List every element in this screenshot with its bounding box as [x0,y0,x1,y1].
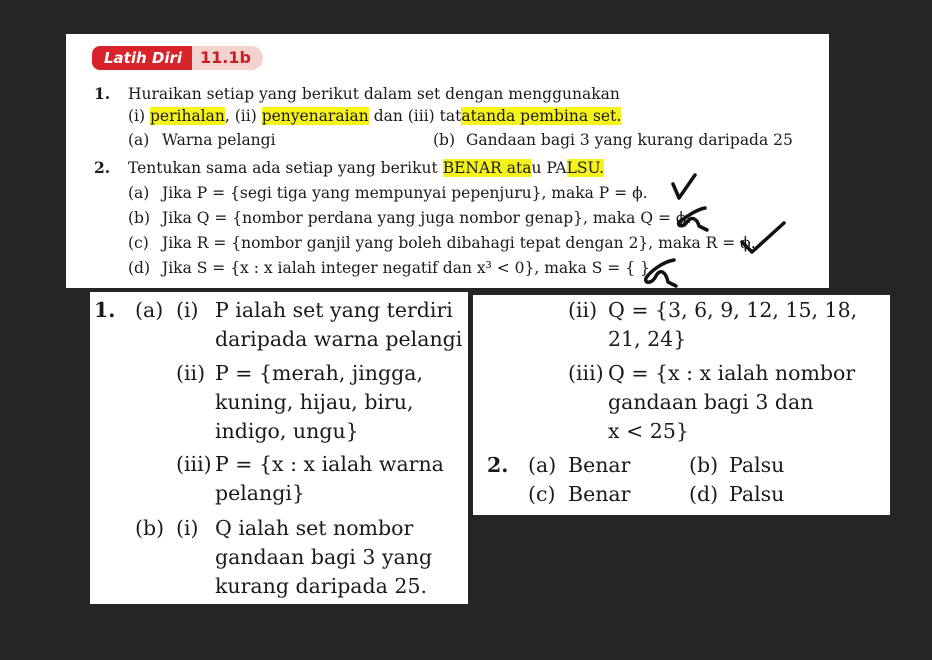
ans-b-label: (b) [135,516,165,540]
q1-methods: (i) perihalan, (ii) penyenaraian dan (iii) tatatanda pembina set. [128,107,622,125]
q2-a-text: Jika P = {segi tiga yang mempunyai pepenjuru}, maka P = ϕ. [162,184,648,202]
ans-b-iii-line3: x < 25} [608,419,689,443]
ans-q2-a-value: Benar [568,453,631,477]
ans-b-i-line2: gandaan bagi 3 yang [215,545,433,569]
ans-b-i-line3: kurang daripada 25. [215,574,427,598]
handwritten-cross-icon [640,254,680,288]
q2-b-text: Jika Q = {nombor perdana yang juga nombor genap}, maka Q = ϕ. [162,209,692,227]
handwritten-tick-icon [669,172,699,202]
ans-q2-c-label: (c) [528,482,556,506]
answers-left-panel [90,292,468,604]
ans-q2-a-label: (a) [528,453,557,477]
ans-q2-b-value: Palsu [729,453,785,477]
q2-number: 2. [94,158,111,177]
q1-b-text: Gandaan bagi 3 yang kurang daripada 25 [466,131,793,149]
ans-a-i-label: (i) [176,298,199,322]
ans-q2-d-value: Palsu [729,482,785,506]
ans-q1-number: 1. [94,298,116,322]
q2-c-text: Jika R = {nombor ganjil yang boleh dibahagi tepat dengan 2}, maka R = ϕ. [162,234,756,252]
ans-a-iii-line2: pelangi} [215,481,305,505]
handwritten-cross-icon [675,204,711,232]
ans-q2-b-label: (b) [689,453,719,477]
ans-a-i-line1: P ialah set yang terdiri [215,298,453,322]
ans-a-i-line2: daripada warna pelangi [215,327,463,351]
ans-a-iii-line1: P = {x : x ialah warna [215,452,444,476]
ans-a-iii-label: (iii) [176,452,212,476]
badge-title: Latih Diri [92,46,192,70]
ans-a-ii-line2: kuning, hijau, biru, [215,390,414,414]
ans-q2-number: 2. [487,453,509,477]
highlight-penyenaraian: penyenaraian [261,107,369,125]
latih-diri-badge [92,46,263,70]
q2-d-text: Jika S = {x : x ialah integer negatif dan x³ < 0}, maka S = { }. [162,259,655,277]
ans-b-iii-line1: Q = {x : x ialah nombor [608,361,856,385]
ans-b-i-label: (i) [176,516,199,540]
q2-c-label: (c) [128,234,149,252]
ans-q2-c-value: Benar [568,482,631,506]
ans-b-ii-line1: Q = {3, 6, 9, 12, 15, 18, [608,298,858,322]
highlight-perihalan: perihalan [150,107,225,125]
q1-number: 1. [94,84,111,103]
q2-intro: Tentukan sama ada setiap yang berikut BENAR atau PALSU. [128,159,605,177]
q2-a-label: (a) [128,184,150,202]
badge-number: 11.1b [192,46,263,70]
q1-a-text: Warna pelangi [162,131,276,149]
q2-b-label: (b) [128,209,151,227]
ans-a-ii-line3: indigo, ungu} [215,419,359,443]
handwritten-tick-icon [738,220,788,256]
answers-right-panel [473,295,890,515]
highlight-benar: BENAR ata [442,159,532,177]
q1-b-label: (b) [433,131,456,149]
ans-b-ii-label: (ii) [568,298,598,322]
q1-a-label: (a) [128,131,150,149]
highlight-tatanda: atanda pembina set. [461,107,622,125]
ans-q2-d-label: (d) [689,482,719,506]
ans-a-ii-label: (ii) [176,361,206,385]
q2-d-label: (d) [128,259,151,277]
highlight-palsu: LSU. [566,159,605,177]
exercise-panel [66,34,829,288]
q1-line1: Huraikan setiap yang berikut dalam set dengan menggunakan [128,85,620,103]
ans-b-ii-line2: 21, 24} [608,327,687,351]
ans-a-ii-line1: P = {merah, jingga, [215,361,423,385]
ans-b-iii-label: (iii) [568,361,604,385]
ans-b-iii-line2: gandaan bagi 3 dan [608,390,814,414]
ans-a-label: (a) [135,298,164,322]
ans-b-i-line1: Q ialah set nombor [215,516,414,540]
